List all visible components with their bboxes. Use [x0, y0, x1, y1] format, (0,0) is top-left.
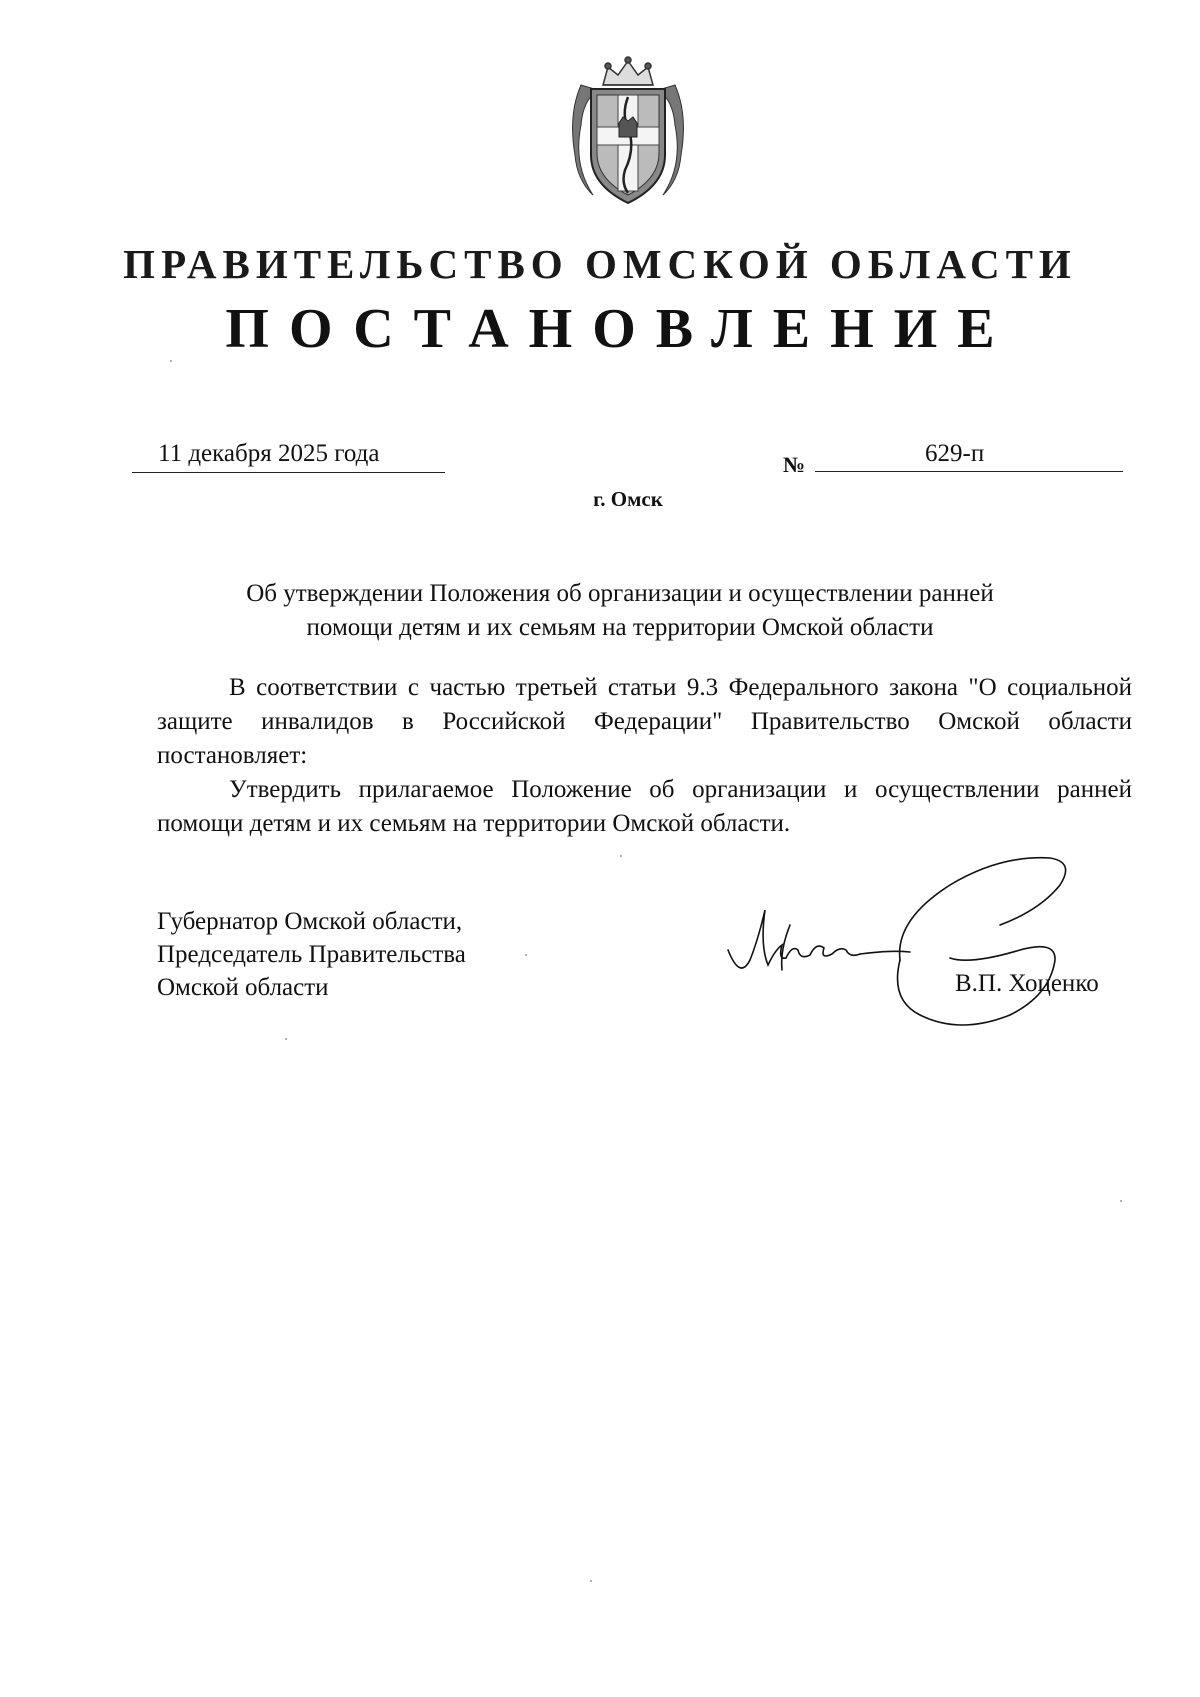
city: г. Омск [593, 487, 663, 511]
document-body [157, 671, 1132, 841]
scan-speck [620, 855, 622, 857]
government-title: ПРАВИТЕЛЬСТВО ОМСКОЙ ОБЛАСТИ [123, 241, 1077, 287]
signatory-line: Омской области [157, 974, 329, 1001]
subject-line: помощи детям и их семьям на территории Омской области [306, 614, 934, 641]
document-number: 629-п [925, 440, 985, 467]
scan-speck [590, 1580, 592, 1582]
body-paragraph: В соответствии с частью третьей статьи 9.3 Федерального закона "О социальной защите инвалидов в Российской Федерации" Правительство Омской области постановляет: [157, 674, 1132, 769]
scan-speck [170, 360, 172, 362]
document-type: ПОСТАНОВЛЕНИЕ [225, 298, 1015, 360]
scan-speck [285, 1038, 287, 1040]
document-date-field [132, 440, 445, 473]
signatory-line: Председатель Правительства [157, 941, 466, 968]
document-date: 11 декабря 2025 года [158, 440, 380, 467]
number-sign: № [783, 452, 806, 477]
document-subject [0, 577, 1200, 645]
scan-speck [1120, 1200, 1122, 1202]
body-paragraph: Утвердить прилагаемое Положение об организации и осуществлении ранней помощи детям и их семьям на территории Омской области. [157, 776, 1132, 837]
coat-of-arms-emblem [563, 55, 693, 210]
signatory-name: В.П. Хоценко [955, 970, 1099, 997]
document-number-field [815, 440, 1123, 472]
signatory-title [157, 905, 466, 1004]
scan-speck [525, 954, 527, 956]
handwritten-signature [720, 850, 1100, 1040]
signatory-line: Губернатор Омской области, [157, 908, 463, 935]
subject-line: Об утверждении Положения об организации и осуществлении ранней [246, 580, 994, 607]
